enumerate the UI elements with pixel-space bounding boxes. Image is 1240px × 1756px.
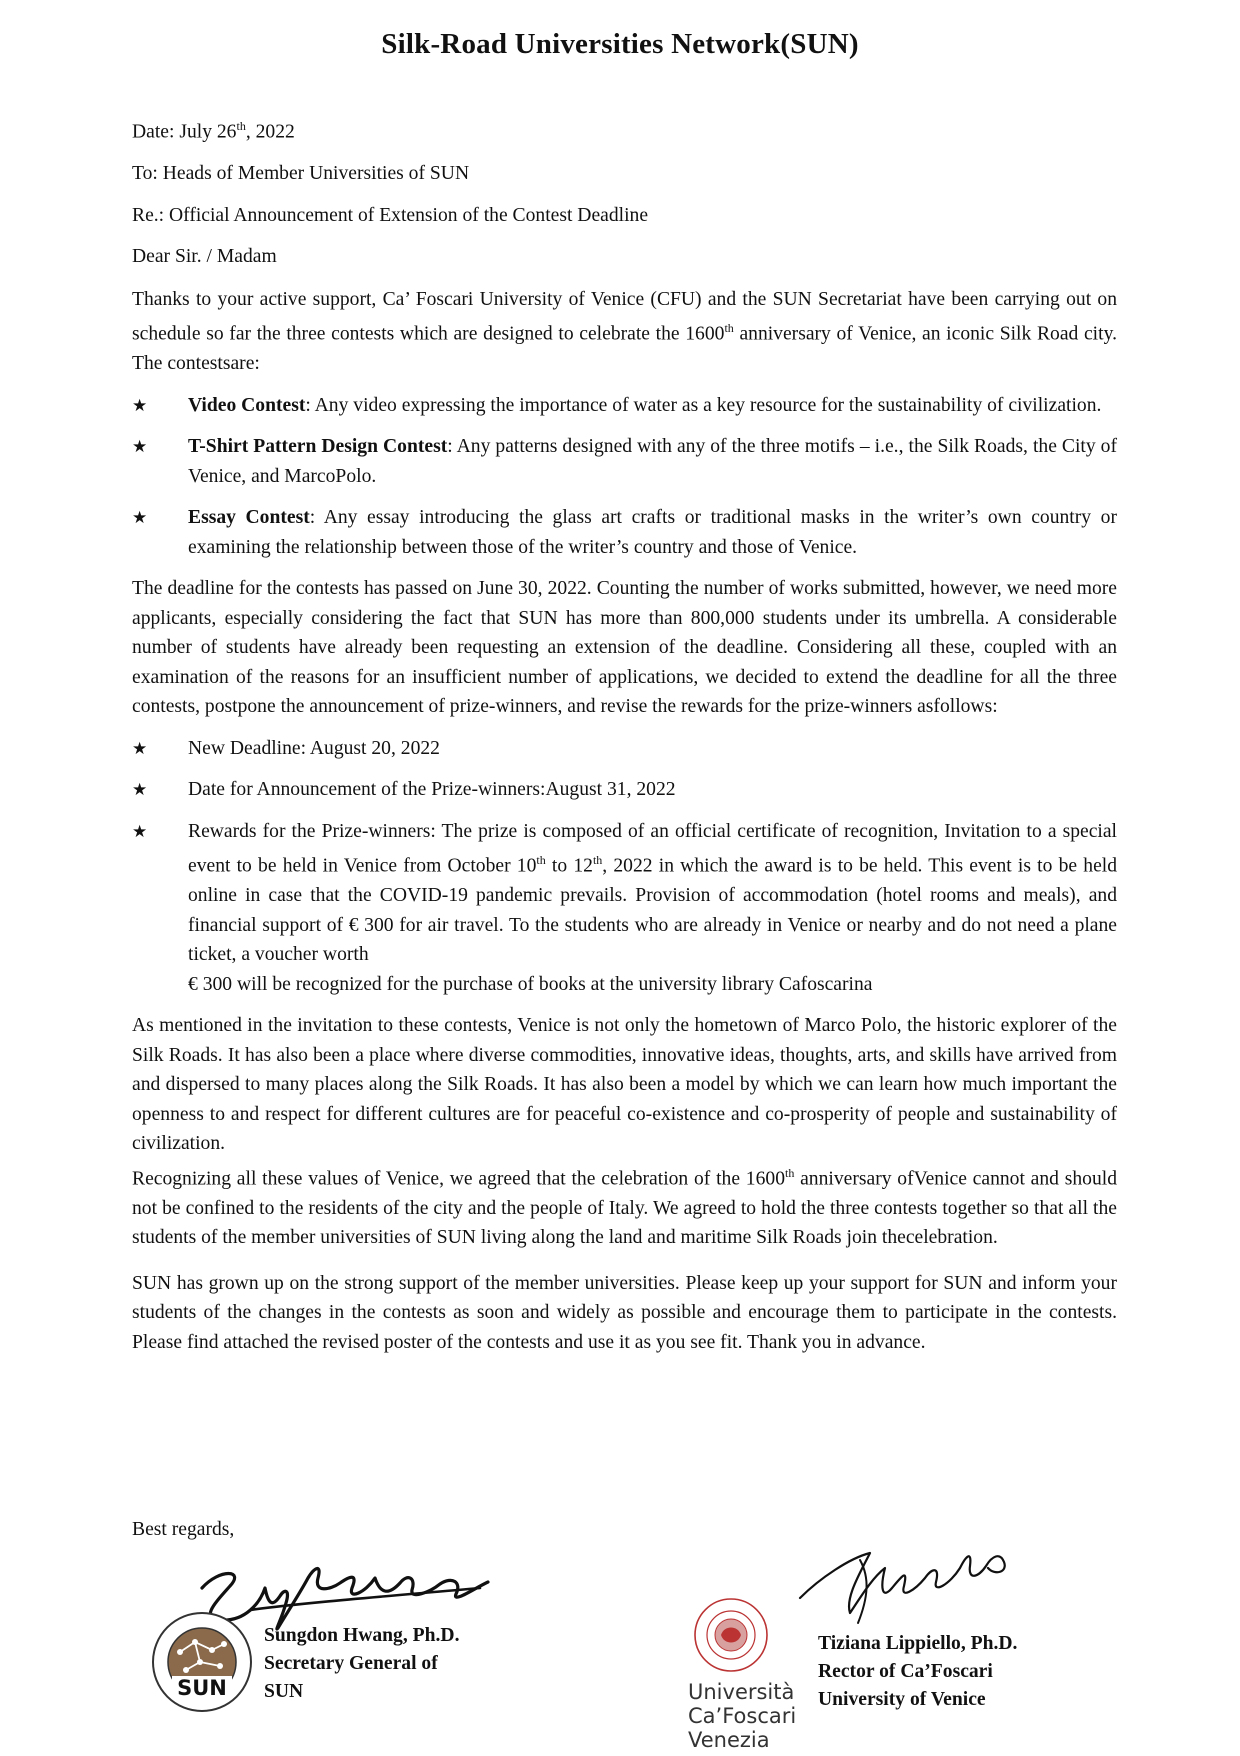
intro-sup: th xyxy=(724,321,734,336)
sun-logo-text: SUN xyxy=(177,1676,227,1700)
closing-paragraph: SUN has grown up on the strong support of the member universities. Please keep up your support for SUN and inform your students of the changes in the contests as soon and widely as possible and encourage them to participate in the contests. Please find attached the revised poster of the contests and use it as you see fit. Thank you in advance. xyxy=(132,1272,1117,1353)
date-text: Date: July 26 xyxy=(132,121,237,143)
recognizing-paragraph xyxy=(132,1159,1117,1253)
intro-text-1: Thanks to your active support, Ca’ Foscari University of Venice (CFU) and the SUN Secretariat have been carrying out on schedule so far the three contests which are designed to celebrate the 1600 xyxy=(132,288,1117,345)
sun-logo xyxy=(150,1610,254,1714)
contest-item-essay xyxy=(132,503,1117,562)
contest-name: Video Contest xyxy=(188,394,306,416)
recognizing-text-b: anniversary ofVenice cannot and should not be confined to the residents of the city and the people of Italy. We agreed to hold the three contests together so that all the students of the member universities of SUN living along the land and maritime Silk Roads join thecelebration. xyxy=(132,1168,1118,1249)
page-title: Silk-Road Universities Network(SUN) xyxy=(381,28,859,60)
contest-name: T-Shirt Pattern Design Contest xyxy=(188,436,448,458)
date-line xyxy=(132,112,1117,147)
rewards-text-d: € 300 will be recognized for the purchase of books at the university library Cafoscarina xyxy=(188,973,873,995)
change-item-deadline xyxy=(132,734,1117,764)
to-line: To: Heads of Member Universities of SUN xyxy=(132,163,470,185)
recognizing-text-a: Recognizing all these values of Venice, we agreed that the celebration of the 1600 xyxy=(132,1168,785,1190)
signatory-left xyxy=(264,1622,474,1706)
deadline-paragraph: The deadline for the contests has passed on June 30, 2022. Counting the number of works submitted, however, we need more applicants, especially considering the fact that SUN has more than 800,000 students under its umbrella. A considerable number of students have already been requesting an extension of the deadline. Considering all these, coupled with an examination of the reasons for an insufficient number of applications, we decided to extend the deadline for all the three contests, postpone the announcement of prize-winners, and revise the rewards for the prize-winners asfollows: xyxy=(132,578,1117,718)
regards: Best regards, xyxy=(132,1519,235,1540)
signatory-right xyxy=(818,1630,1038,1714)
changes-list xyxy=(132,734,1117,1000)
signatory-right-title: Rector of Ca’Foscari University of Venice xyxy=(818,1661,993,1710)
rewards-text-c: , 2022 in which the award is to be held. This event is to be held online in case that the COVID-19 pandemic prevails. Provision of accommodation (hotel rooms and meals), and financial support of € 300 for air travel. To the students who are already in Venice or nearby and do not need a plane ticket, a voucher worth xyxy=(188,855,1118,966)
contest-item-video xyxy=(132,391,1117,421)
intro-paragraph xyxy=(132,285,1117,379)
contest-list xyxy=(132,391,1117,563)
star-icon: ★ xyxy=(132,780,148,800)
wordmark-line-1: Università xyxy=(688,1680,795,1704)
signatory-left-name: Sungdon Hwang, Ph.D. xyxy=(264,1625,460,1646)
star-icon: ★ xyxy=(132,738,148,758)
rewards-text-b: to 12 xyxy=(545,855,593,877)
date-year: , 2022 xyxy=(245,121,295,143)
star-icon: ★ xyxy=(132,395,148,415)
rewards-text-a: Rewards for the Prize-winners: The prize is composed of an official certificate of recognition, Invitation to a special event to be held in Venice from October 10 xyxy=(188,820,1117,877)
signature-right xyxy=(790,1538,1020,1628)
change-item-announcement xyxy=(132,775,1117,805)
change-text: Date for Announcement of the Prize-winners:August 31, 2022 xyxy=(188,779,676,801)
signatory-left-title: Secretary General of SUN xyxy=(264,1653,438,1702)
contest-name: Essay Contest xyxy=(188,507,310,529)
re-line: Re.: Official Announcement of Extension of the Contest Deadline xyxy=(132,204,649,226)
date-sup: th xyxy=(236,119,246,133)
contest-item-tshirt xyxy=(132,432,1117,491)
letter-body xyxy=(132,112,1117,1357)
intro-text-2: anniversary of Venice, an iconic Silk Road city. The contestsare: xyxy=(132,323,1117,375)
rewards-sup-1: th xyxy=(536,853,546,868)
star-icon: ★ xyxy=(132,821,148,841)
contest-desc: : Any video expressing the importance of water as a key resource for the sustainability of civilization. xyxy=(305,394,1102,416)
signatory-right-name: Tiziana Lippiello, Ph.D. xyxy=(818,1633,1018,1654)
venice-paragraph: As mentioned in the invitation to these contests, Venice is not only the hometown of Marco Polo, the historic explorer of the Silk Roads. It has also been a place where diverse commodities, innovative ideas, thoughts, arts, and skills have arrived from and dispersed to many places along the Silk Roads. It has also been a model by which we can learn how much important the openness to and respect for different cultures are for peaceful co-existence and co-prosperity of people and sustainability of civilization. xyxy=(132,1015,1117,1155)
contest-desc: : Any patterns designed with any of the three motifs – i.e., the Silk Roads, the City of Venice, and MarcoPolo. xyxy=(188,436,1117,487)
change-text: New Deadline: August 20, 2022 xyxy=(188,737,440,759)
contest-desc: : Any essay introducing the glass art crafts or traditional masks in the writer’s own country or examining the relationship between those of the writer’s country and those of Venice. xyxy=(188,507,1117,558)
recognizing-sup: th xyxy=(785,1165,795,1180)
star-icon: ★ xyxy=(132,437,148,457)
star-icon: ★ xyxy=(132,508,148,528)
cafoscari-wordmark xyxy=(688,1680,796,1752)
rewards-sup-2: th xyxy=(592,853,603,868)
cafoscari-seal xyxy=(688,1590,774,1680)
wordmark-line-2: Ca’Foscari xyxy=(688,1704,797,1728)
change-item-rewards xyxy=(132,817,1117,1000)
salutation: Dear Sir. / Madam xyxy=(132,246,277,268)
wordmark-line-3: Venezia xyxy=(688,1728,770,1752)
